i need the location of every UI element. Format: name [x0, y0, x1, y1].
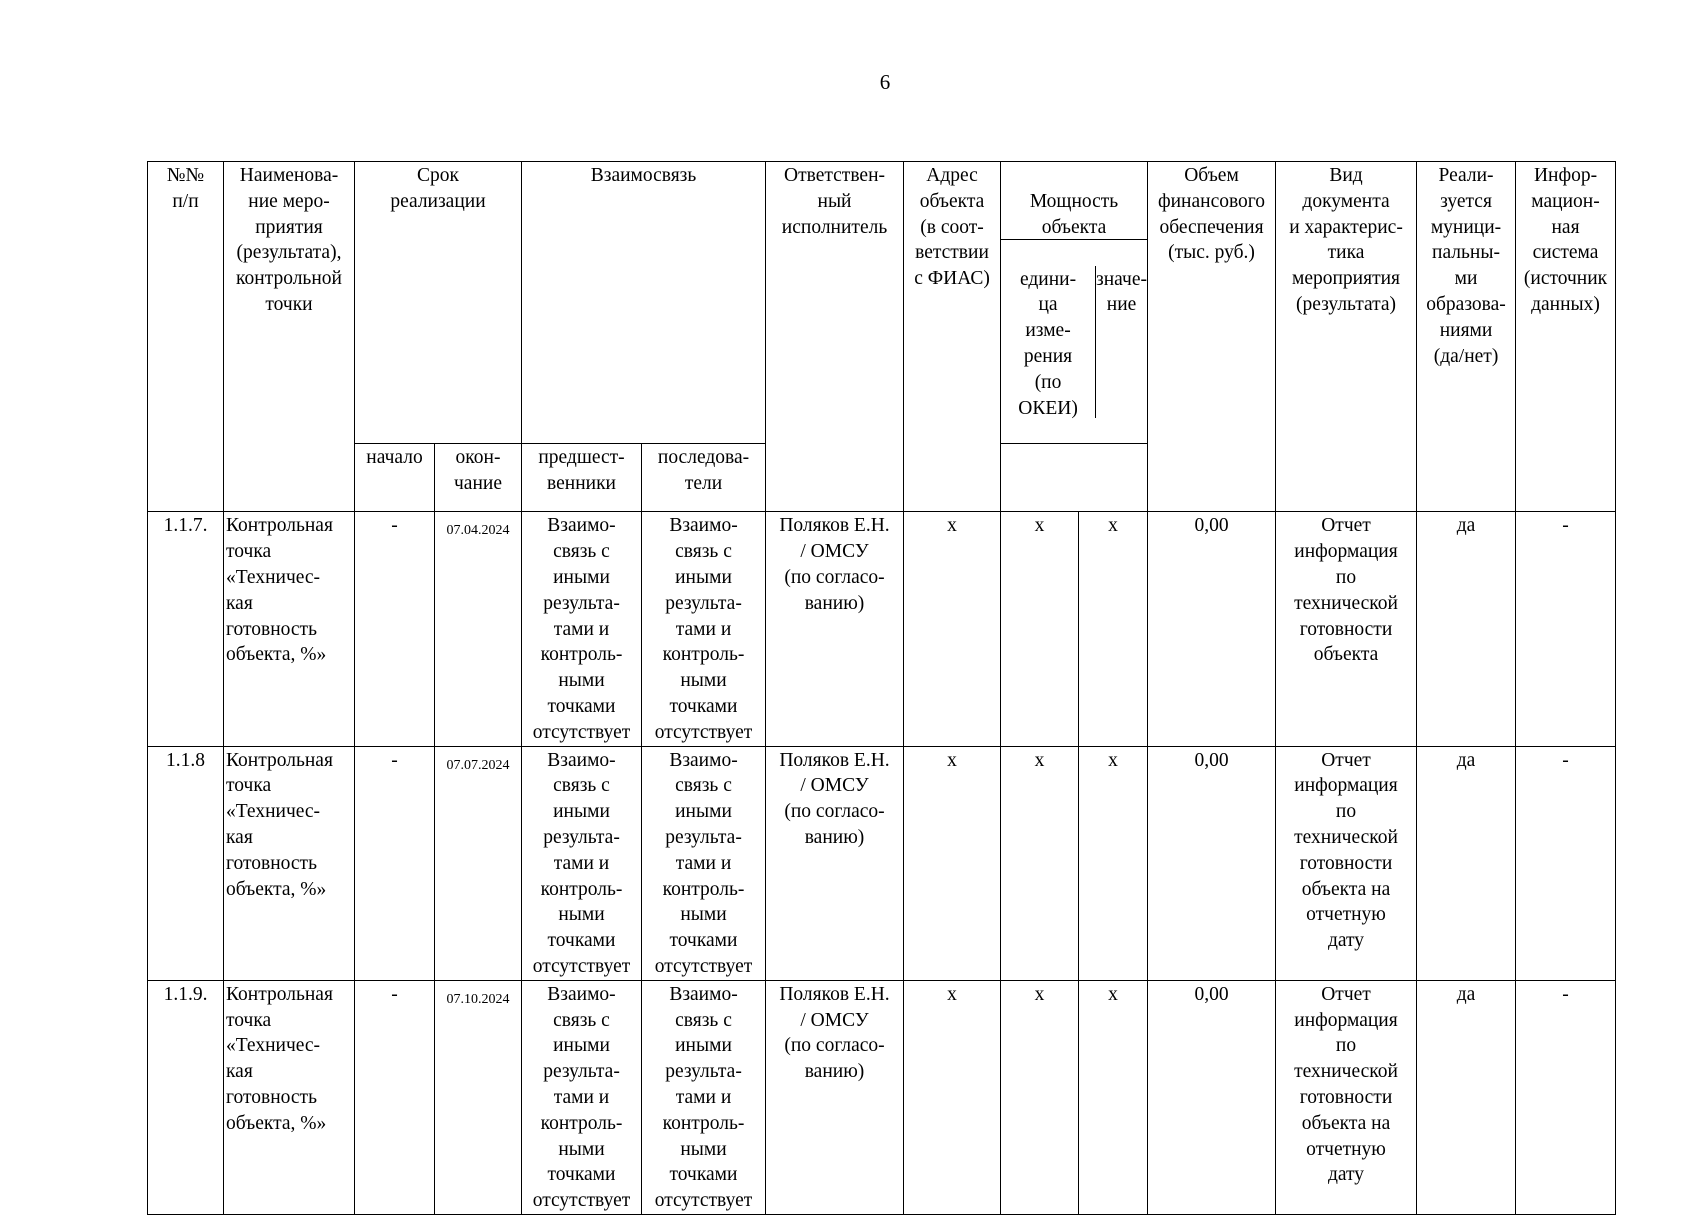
header-term-start: начало — [355, 444, 435, 512]
cell-num: 1.1.9. — [148, 980, 224, 1214]
header-municipal: Реали- зуется муници- пальны- ми образова- ниями (да/нет) — [1417, 162, 1516, 512]
cell-info: - — [1516, 746, 1616, 980]
header-address: Адрес объекта (в соот- ветствии с ФИАС) — [904, 162, 1001, 512]
header-name: Наименова- ние меро- приятия (результата), контрольной точки — [224, 162, 355, 512]
cell-municipal: да — [1417, 746, 1516, 980]
cell-address: х — [904, 746, 1001, 980]
cell-prev: Взаимо- связь с иными результа- тами и контроль- ными точками отсутствует — [522, 980, 642, 1214]
cell-info: - — [1516, 980, 1616, 1214]
cell-unit: х — [1001, 980, 1079, 1214]
cell-start: - — [355, 980, 435, 1214]
cell-num: 1.1.8 — [148, 746, 224, 980]
header-num: №№ п/п — [148, 162, 224, 512]
page-number: 6 — [879, 70, 891, 94]
cell-address: х — [904, 980, 1001, 1214]
cell-municipal: да — [1417, 512, 1516, 746]
header-executor: Ответствен- ный исполнитель — [766, 162, 904, 512]
cell-doc: Отчет информация по технической готовности объекта на отчетную дату — [1276, 746, 1417, 980]
cell-executor: Поляков Е.Н. / ОМСУ (по согласо- ванию) — [766, 746, 904, 980]
cell-name: Контрольная точка «Техничес- кая готовность объекта, %» — [224, 746, 355, 980]
cell-num: 1.1.7. — [148, 512, 224, 746]
cell-name: Контрольная точка «Техничес- кая готовность объекта, %» — [224, 980, 355, 1214]
cell-end: 07.07.2024 — [435, 746, 522, 980]
cell-finance: 0,00 — [1148, 512, 1276, 746]
table-row — [148, 746, 1616, 980]
table-body — [148, 512, 1616, 1215]
cell-unit: х — [1001, 512, 1079, 746]
table-row — [148, 980, 1616, 1214]
cell-executor: Поляков Е.Н. / ОМСУ (по согласо- ванию) — [766, 980, 904, 1214]
header-info-system: Инфор- мацион- ная система (источник данных) — [1516, 162, 1616, 512]
cell-next: Взаимо- связь с иными результа- тами и контроль- ными точками отсутствует — [642, 746, 766, 980]
cell-end: 07.10.2024 — [435, 980, 522, 1214]
cell-prev: Взаимо- связь с иными результа- тами и контроль- ными точками отсутствует — [522, 746, 642, 980]
cell-prev: Взаимо- связь с иными результа- тами и контроль- ными точками отсутствует — [522, 512, 642, 746]
cell-info: - — [1516, 512, 1616, 746]
plan-table — [147, 161, 1616, 1215]
cell-municipal: да — [1417, 980, 1516, 1214]
cell-doc: Отчет информация по технической готовности объекта на отчетную дату — [1276, 980, 1417, 1214]
header-relation: Взаимосвязь — [522, 162, 766, 444]
header-finance: Объем финансового обеспечения (тыс. руб.) — [1148, 162, 1276, 512]
header-term: Срок реализации — [355, 162, 522, 444]
header-capacity-value: значе- ние — [1096, 268, 1148, 316]
table-header — [148, 162, 1616, 512]
header-term-end: окон- чание — [435, 444, 522, 512]
cell-value: х — [1079, 980, 1148, 1214]
cell-name: Контрольная точка «Техничес- кая готовность объекта, %» — [224, 512, 355, 746]
header-relation-prev: предшест- венники — [522, 444, 642, 512]
header-doc-type: Вид документа и характерис- тика мероприятия (результата) — [1276, 162, 1417, 512]
cell-next: Взаимо- связь с иными результа- тами и контроль- ными точками отсутствует — [642, 980, 766, 1214]
cell-finance: 0,00 — [1148, 980, 1276, 1214]
cell-value: х — [1079, 512, 1148, 746]
cell-value: х — [1079, 746, 1148, 980]
table-row — [148, 512, 1616, 746]
header-capacity-group — [1001, 162, 1148, 444]
cell-executor: Поляков Е.Н. / ОМСУ (по согласо- ванию) — [766, 512, 904, 746]
header-capacity-unit: едини- ца изме- рения (по ОКЕИ) — [1001, 266, 1096, 418]
cell-start: - — [355, 746, 435, 980]
header-relation-next: последова- тели — [642, 444, 766, 512]
cell-unit: х — [1001, 746, 1079, 980]
cell-start: - — [355, 512, 435, 746]
cell-doc: Отчет информация по технической готовности объекта — [1276, 512, 1417, 746]
cell-next: Взаимо- связь с иными результа- тами и контроль- ными точками отсутствует — [642, 512, 766, 746]
cell-finance: 0,00 — [1148, 746, 1276, 980]
header-capacity: Мощность объекта — [1001, 188, 1147, 240]
cell-end: 07.04.2024 — [435, 512, 522, 746]
cell-address: х — [904, 512, 1001, 746]
